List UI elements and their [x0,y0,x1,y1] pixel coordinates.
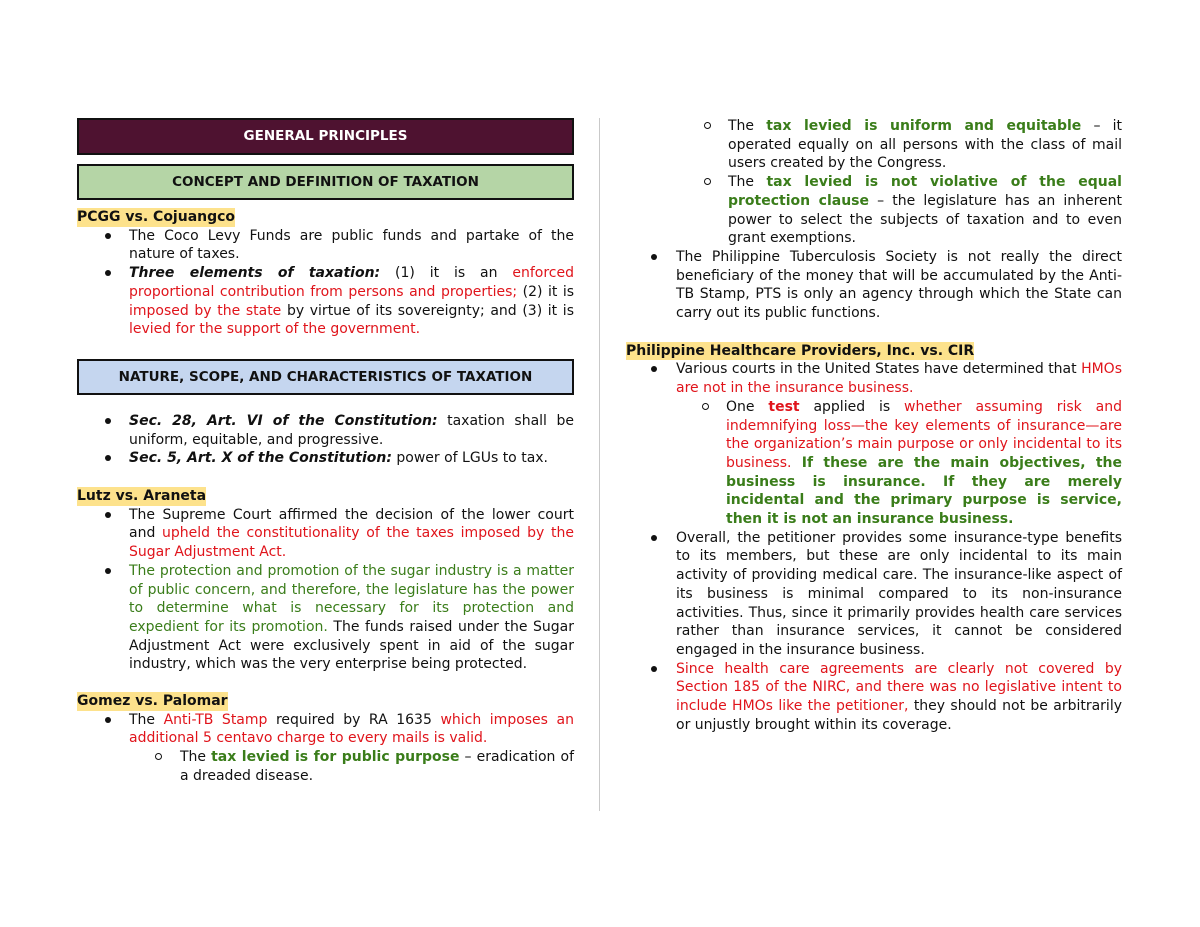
sub-bullet-list [626,117,1122,248]
text-run: The [728,174,767,191]
text-run: The [129,711,164,728]
text-run: which imposes an additional 5 centavo charge to every mails is valid. [129,711,574,747]
list-item [77,449,574,468]
bullet-list [77,711,574,786]
nature-section [77,412,574,468]
case-lutz [77,487,574,674]
text-run: they should not be arbitrarily or unjustly brought within its coverage. [676,698,1122,733]
list-item [624,398,1122,529]
text-run: whether assuming risk and indemnifying loss—the key elements of insurance—are the organization’s main purpose or only incidental to its business. [726,398,1122,471]
sub-bullet-list [624,398,1122,529]
text-run: The Coco Levy Funds are public funds and partake of the nature of taxes. [129,227,574,263]
text-run: The funds raised under the Sugar Adjustment Act were exclusively spent in aid of the sugar industry, which was the very enterprise being protected. [129,618,574,673]
case-title: PCGG vs. Cojuangco [77,209,236,225]
list-item [77,506,574,562]
text-run: Overall, the petitioner provides some insurance-type benefits to its members, but these are only incidental to its main activity of providing medical care. The insurance-like aspect of its business is minimal compared to its non-insurance activities. Thus, since it primarily provides health care services rather than insurance services, it cannot be considered engaged in the insurance business. [676,529,1122,658]
right-column [626,117,1122,735]
list-item [77,711,574,786]
case-title: Gomez vs. Palomar [77,693,228,710]
bullet-list [77,227,574,339]
text-run: The Supreme Court affirmed the decision of the lower court and [129,506,574,542]
case-gomez [77,692,574,786]
case-pcgg [77,208,574,339]
text-run: applied is [799,398,905,415]
case-philcare [626,342,1122,735]
bullet-list [77,412,574,468]
column-divider [599,118,600,811]
list-item [626,117,1122,173]
text-run: The [728,118,767,134]
text-run: One [726,398,769,415]
concept-definition-banner: CONCEPT AND DEFINITION OF TAXATION [77,164,574,200]
list-item [626,360,1122,528]
text-run: upheld the constitutionality of the taxes imposed by the Sugar Adjustment Act. [129,525,574,561]
text-run: If these are the main objectives, the business is insurance. If they are merely incidental and the primary purpose is service, then it is not an insurance business. [726,454,1122,528]
text-run: by virtue of its sovereignty; and (3) it is [281,302,574,319]
text-run: The protection and promotion of the sugar industry is a matter of public concern, and therefore, the legislature has the power to determine what is necessary for its protection and expedient for its promotion. [129,562,574,635]
case-title: Philippine Healthcare Providers, Inc. vs. CIR [626,342,975,359]
text-run: Sec. 28, Art. VI of the Constitution: [129,412,438,429]
text-run: enforced proportional contribution from persons and properties; [129,265,574,300]
text-run: Three elements of taxation: [129,265,381,282]
nature-scope-banner: NATURE, SCOPE, AND CHARACTERISTICS OF TAXATION [77,359,574,395]
bullet-list [626,248,1122,323]
list-item [626,173,1122,248]
bullet-list [77,506,574,674]
sub-bullet-list [77,748,574,785]
list-item [77,412,574,449]
text-run: Since health care agreements are clearly not covered by Section 185 of the NIRC, and there was no legislative intent to include HMOs like the petitioner, [676,660,1122,715]
bullet-list [626,529,1122,735]
text-run: (2) it is [517,283,574,300]
list-item [77,264,574,339]
text-run: test [768,398,800,415]
text-run: taxation shall be uniform, equitable, and progressive. [129,412,574,448]
text-run: The Philippine Tuberculosis Society is not really the direct beneficiary of the money that will be accumulated by the Anti-TB Stamp, PTS is only an agency through which the State can carry out its public functions. [676,248,1122,322]
text-run: power of LGUs to tax. [391,450,549,467]
general-principles-banner: GENERAL PRINCIPLES [77,118,574,155]
text-run: – the legislature has an inherent power to select the subjects of taxation and to even grant exemptions. [728,192,1123,247]
case-title: Lutz vs. Araneta [77,488,207,505]
text-run: HMOs are not in the insurance business. [676,361,1122,397]
list-item [626,248,1122,323]
list-item [77,748,574,785]
bullet-list [626,360,1122,528]
text-run: – it operated equally on all persons with the class of mail users created by the Congress. [728,118,1122,172]
text-run: imposed by the state [129,302,282,319]
text-run: – eradication of a dreaded disease. [180,749,574,784]
list-item [77,227,574,264]
text-run: required by RA 1635 [267,711,441,728]
text-run: The [180,749,212,766]
list-item [626,529,1122,660]
text-run: tax levied is not violative of the equal protection clause [728,174,1122,209]
text-run: Anti-TB Stamp [163,711,268,728]
text-run: Sec. 5, Art. X of the Constitution: [129,450,392,467]
text-run: tax levied is for public purpose [211,749,460,766]
text-run: tax levied is uniform and equitable [766,118,1082,134]
text-run: (1) it is an [380,265,513,282]
list-item [626,660,1122,735]
text-run: levied for the support of the government. [129,321,421,338]
list-item [77,562,574,674]
text-run: Various courts in the United States have determined that [676,361,1082,378]
left-column [77,118,574,786]
